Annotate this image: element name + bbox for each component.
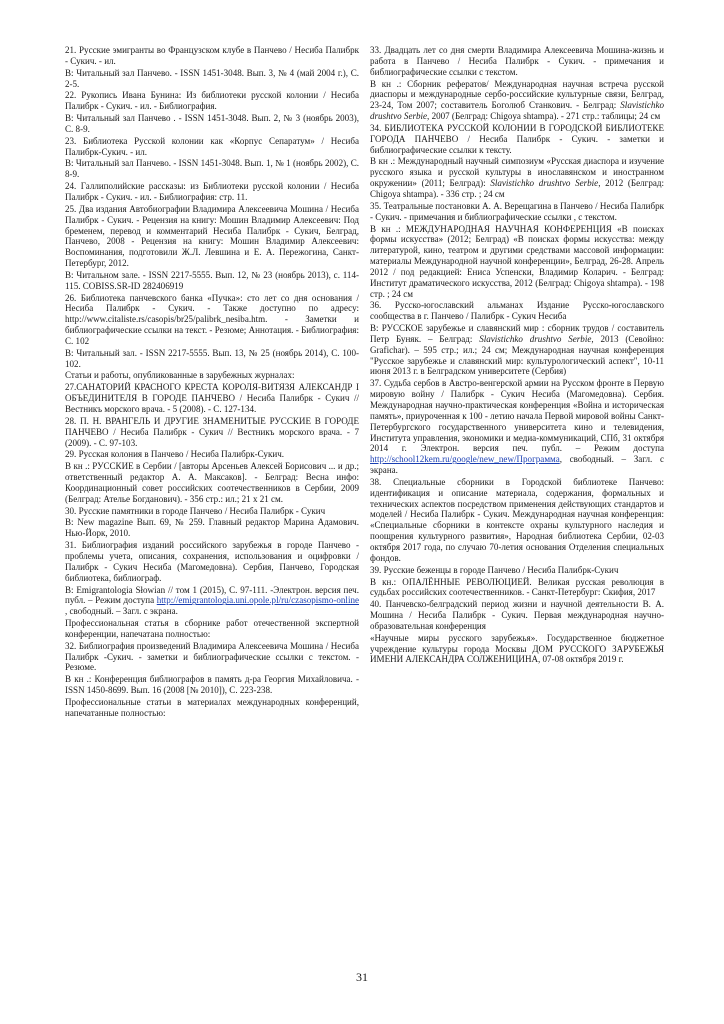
right-paragraph: 35. Театральные постановки А. А. Верещагина в Панчево / Несиба Палибрк - Сукич. - примечания и библиографические ссылки , с текстом. [370,200,664,222]
left-paragraph: В кн .: Конференция библиографов в память д-ра Георгия Михайловича. - ISSN 1450-8699. Вып. 16 (2008 [№ 2010]), С. 223-238. [65,674,359,696]
right-paragraph: 36. Русско-югославский альманах Издание Русско-югославского сообщества в г. Панчево / Палибрк - Сукич Несиба [370,300,664,322]
right-paragraph: 34. БИБЛИОТЕКА РУССКОЙ КОЛОНИИ В ГОРОДСКОЙ БИБЛИОТЕКЕ ГОРОДА ПАНЧЕВО / Несиба Палибрк - Сукич. - заметки и библиографические ссылки к тексту. [370,122,664,155]
publisher-italic: Slavistichko drushtvo Serbie [370,100,664,122]
left-paragraph: 26. Библиотека панчевского банка «Пучка»: сто лет со дня основания / Несиба Палибрк - Сукич. - Также доступно по адресу: http://www.citaliste.rs/casopis/br25/palibrk_nesiba.htm. - Заметки и библиографические ссылки на текст. - Резюме; Аннотация. - Библиография: С. 102 [65,292,359,346]
left-paragraph: В: Читальный зал Панчево. - ISSN 1451-3048. Вып. 1, № 1 (ноябрь 2002), С. 8-9. [65,158,359,180]
left-paragraph: 32. Библиография произведений Владимира Алексеевича Мошина / Несиба Палибрк -Сукич. - заметки и библиографические ссылки с текстом. - Резюме. [65,640,359,673]
left-paragraph: 30. Русские памятники в городе Панчево / Несиба Палибрк - Сукич [65,505,326,516]
right-paragraph: В: РУССКОЕ зарубежье и славянский мир : сборник трудов / составитель Петр Буняк. – Белград: Slavistichko drushtvo Serbie, 2013 (Севойно: Grafichar). – 595 стр.; ил.; 24 см; Международная научная конференция "Русское зарубежье и славянский мир: культурологический аспект", 10-11 июня 2013 г. в Белградском университете (Сербия) [370,323,665,377]
left-paragraph: 21. Русские эмигранты во Французском клубе в Панчево / Несиба Палибрк - Сукич. - ил. [65,45,359,66]
left-paragraph: 23. Библиотека Русской колонии как «Корпус Сепаратум» / Несиба Палибрк-Сукич. - ил. [65,135,359,157]
left-paragraph: В: Читальный зал Панчево. - ISSN 1451-3048. Вып. 3, № 4 (май 2004 г.), С. 2-5. [65,67,359,89]
left-paragraph: Профессиональная статья в сборнике работ отечественной экспертной конференции, напечатана полностью: [65,618,359,639]
left-paragraph: В: New magazine Вып. 69, № 259. Главный редактор Марина Адамович. Нью-Йорк, 2010. [65,517,359,539]
left-paragraph: 25. Два издания Автобиографии Владимира Алексеевича Мошина / Несиба Палибрк - Сукич. - Рецензия на книгу: Мошин Владимир Алексеевич: Под бременем, перевод и комментарий Несиба Палибрк - Сукич, Белград, Панчево, 2008 - Рецензия на книгу: Мошин Владимир Алексеевич: Воспоминания, подготовили Ж.Л. Левшина и Е. А. Пережогина, Санкт-Петербург, 2012. [65,203,359,269]
right-column [370,45,664,666]
left-paragraph: 24. Галлиполийские рассказы: из Библиотеки русской колонии / Несиба Палибрк - Сукич. - ил. - Библиография: стр. 11. [65,181,359,202]
left-paragraph: 22. Рукопись Ивана Бунина: Из библиотеки русской колонии / Несиба Палибрк - Сукич. - ил. - Библиография. [65,90,359,112]
left-paragraph: В: Читальный зал. - ISSN 2217-5555. Вып. 13, № 25 (ноябрь 2014), С. 100-102. [65,347,359,369]
left-paragraph: Профессиональные статьи в материалах международных конференций, напечатанные полностью: [65,696,359,718]
left-paragraph: В: Emigrantologia Słowian // том 1 (2015), С. 97-111. -Электрон. версия печ. публ. – Режим доступа http://emigrantologia.uni.opole.pl/ru/czasopismo-online , свободный. – Загл. с экрана. [65,584,359,617]
right-paragraph: 40. Панчевско-белградский период жизни и научной деятельности В. А. Мошина / Несиба Палибрк - Сукич. Первая международная научно-образовательная конференция [370,599,664,631]
right-paragraph: В кн.: ОПАЛЁННЫЕ РЕВОЛЮЦИЕЙ. Великая русская революция в судьбах российских соотечественников. - Санкт-Петербург: Скифия, 2017 [370,576,664,598]
left-paragraph: В: Читальный зал Панчево . - ISSN 1451-3048. Вып. 2, № 3 (ноябрь 2003), С. 8-9. [65,113,359,134]
publisher-italic: Slavistichko drushtvo Serbie [479,333,592,344]
url-link[interactable]: http://emigrantologia.uni.opole.pl/ru/czasopismo-online [156,595,359,606]
right-paragraph: 38. Специальные сборники в Городской библиотеке Панчево: идентификация и описание материала, содержания, формальных и технических аспектов посредством применения действующих стандартов и моделей / Несиба Палибрк - Сукич. Международная научная конференция: «Специальные сборники в контексте охраны культурного наследия и поощрения культурного развития», Народная библиотека Сербии, 02-03 октября 2017 года, по случаю 70-летия основания Отделения специальных фондов. [370,476,664,563]
left-paragraph: 29. Русская колония в Панчево / Несиба Палибрк-Сукич. [65,449,285,460]
right-paragraph: 33. Двадцать лет со дня смерти Владимира Алексеевича Мошина-жизнь и работа в Панчево / Несиба Палибрк - Сукич. - примечания и библиографические ссылки с текстом. [370,45,664,77]
page-number: 31 [356,970,368,984]
left-paragraph: В: Читальном зале. - ISSN 2217-5555. Вып. 12, № 23 (ноябрь 2013), с. 114-115. COBISS.SR-ID 282406919 [65,269,359,291]
right-paragraph: В кн .: Сборник рефератов/ Международная научная встреча русской диаспоры и международные сербо-российские культурные связи, Белград, 23-24, Том 2007; составитель Боголюб Станкович. - Белград: Slavistichko drushtvo Serbie, 2007 (Белград: Chigoya shtampa). - 271 стр.: таблицы; 24 см [370,78,664,122]
url-link[interactable]: http://school12kem.ru/google/new_new/Программа [370,454,560,465]
right-paragraph: 37. Судьба сербов в Австро-венгерской армии на Русском фронте в Первую мировую войну / Палибрк - Сукич Несиба (Магомедовна). Сербия. Международная научно-практическая конференция «Война и историческая память», приуроченная к 100 - летию начала Первой мировой войны Санкт-Петербургского государственного университета кино и телевидения, Института управления, экономики и медиа-коммуникаций, СПб, 31 октября 2014 г. Электрон. версия печ. публ. – Режим доступа http://school12kem.ru/google/new_new/Программа, свободный. – Загл. с экрана. [370,378,664,476]
right-paragraph: «Научные миры русского зарубежья». Государственное бюджетное учреждение культуры города Москвы ДОМ РУССКОГО ЗАРУБЕЖЬЯ ИМЕНИ АЛЕКСАНДРА СОЛЖЕНИЦИНА, 07-08 октября 2019 г. [370,632,664,665]
left-paragraph: 27.САНАТОРИЙ КРАСНОГО КРЕСТА КОРОЛЯ-ВИТЯЗЯ АЛЕКСАНДР I ОБЪЕДИНИТЕЛЯ В ГОРОДЕ ПАНЧЕВО / Несиба Палибрк - Сукич // Вестникъ морского врача. - 5 (2008). - С. 127-134. [65,382,359,414]
left-paragraph: 28. П. Н. ВРАНГЕЛЬ И ДРУГИЕ ЗНАМЕНИТЫЕ РУССКИЕ В ГОРОДЕ ПАНЧЕВО / Несиба Палибрк - Сукич // Вестникъ морского врача. - 7 (2009). - С. 97-103. [65,415,359,448]
left-paragraph: 31. Библиография изданий российского зарубежья в городе Панчево - проблемы учета, описания, сохранения, использования и оцифровки / Палибрк - Сукич Несиба (Магомедовна). Сербия, Панчево, Городская библиотека, библиограф. [65,540,359,583]
left-paragraph: В кн .: РУССКИЕ в Сербии / [авторы Арсеньев Алексей Борисович ... и др.; ответственный редактор А. А. Максаков]. - Белград: Весна инфо: Координационный совет российских соотечественников в Сербии, 2009 (Белград: Ателье Богданович). - 356 стр.: ил.; 21 x 21 см. [65,461,359,504]
left-paragraph: Статьи и работы, опубликованные в зарубежных журналах: [65,370,295,381]
right-paragraph: В кн .: МЕЖДУНАРОДНАЯ НАУЧНАЯ КОНФЕРЕНЦИЯ «В поисках формы искусства» (2012; Белград) «В поисках формы искусства: между литературой, кино, театром и другими средствами массовой информации: материалы Международной научной конференции», Белград, 26-28. Апрель 2012 / под редакцией: Ениса Успенски, Владимир Коларич. - Белград: Институт драматического искусства, 2012 (Белград: Chigoya shtampa). - 198 стр. ; 24 см [370,223,664,299]
publisher-italic: Slavistichko drushtvo Serbie [490,178,599,189]
right-paragraph: 39. Русские беженцы в городе Панчево / Несиба Палибрк-Сукич [370,564,619,575]
left-column [65,45,359,720]
right-paragraph: В кн .: Международный научный симпозиум «Русская диаспора и изучение русского языка и русской культуры в инославянском и иностранном окружении» (2011; Белград): Slavistichko drushtvo Serbie, 2012 (Белград: Chigoya shtampa). - 336 стр. ; 24 см [370,156,664,199]
